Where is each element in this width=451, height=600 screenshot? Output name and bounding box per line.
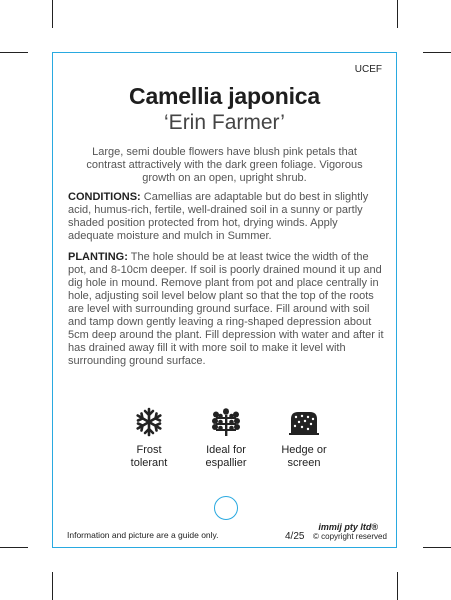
feature-label: espallier <box>205 457 247 469</box>
planting-section <box>68 251 386 368</box>
plant-description: Large, semi double flowers have blush pink petals that contrast attractively with the dark green foliage. Vigorous growth on an open, upright shrub. <box>86 146 363 184</box>
espalier-tree-icon <box>211 407 241 437</box>
frost-tolerant-feature <box>109 407 189 470</box>
brand-logo: immij pty ltd® <box>318 522 378 532</box>
page-number: 4/25 <box>285 531 305 542</box>
feature-label: tolerant <box>130 457 168 469</box>
crop-mark <box>0 547 28 548</box>
crop-mark <box>397 572 398 600</box>
plant-label-card <box>52 52 397 548</box>
snowflake-icon <box>134 407 164 437</box>
crop-mark <box>423 52 451 53</box>
hedge-icon <box>288 407 320 437</box>
crop-mark <box>423 547 451 548</box>
feature-label: Ideal for <box>206 444 246 456</box>
copyright-text: © copyright reserved <box>313 532 387 541</box>
conditions-section <box>68 191 386 243</box>
crop-mark <box>52 0 53 28</box>
feature-label: screen <box>287 457 321 469</box>
feature-label: Frost <box>136 444 162 456</box>
conditions-label: CONDITIONS: <box>68 191 141 203</box>
hedge-screen-feature <box>264 407 344 470</box>
crop-mark <box>397 0 398 28</box>
disclaimer-text: Information and picture are a guide only. <box>67 530 219 540</box>
crop-mark <box>0 52 28 53</box>
crop-mark <box>52 572 53 600</box>
feature-label: Hedge or <box>281 444 327 456</box>
conditions-text: Camellias are adaptable but do best in slightly acid, humus-rich, fertile, well-drained soil in a sunny or partly shaded position protected from hot, drying winds. Apply adequate moisture and mulch in Summer. <box>68 191 369 242</box>
cultivar-name: ‘Erin Farmer’ <box>164 111 285 134</box>
planting-label: PLANTING: <box>68 251 128 263</box>
punch-hole-marker <box>214 496 238 520</box>
espalier-feature <box>186 407 266 470</box>
product-code: UCEF <box>354 64 382 75</box>
planting-text: The hole should be at least twice the width of the pot, and 8-10cm deeper. If soil is poorly drained mound it up and dig hole in mound. Remove plant from pot and place centrally in hole, adjusting soil level below plant so that the top of the roots are level with surrounding ground surface. Fill around with soil and tamp down gently leaving a ring-shaped depression about 5cm deep around the plant. Fill depression with water and after it has drained away fill it with more soil to make it level with surrounding ground surface. <box>68 251 384 367</box>
plant-name: Camellia japonica <box>129 83 320 109</box>
